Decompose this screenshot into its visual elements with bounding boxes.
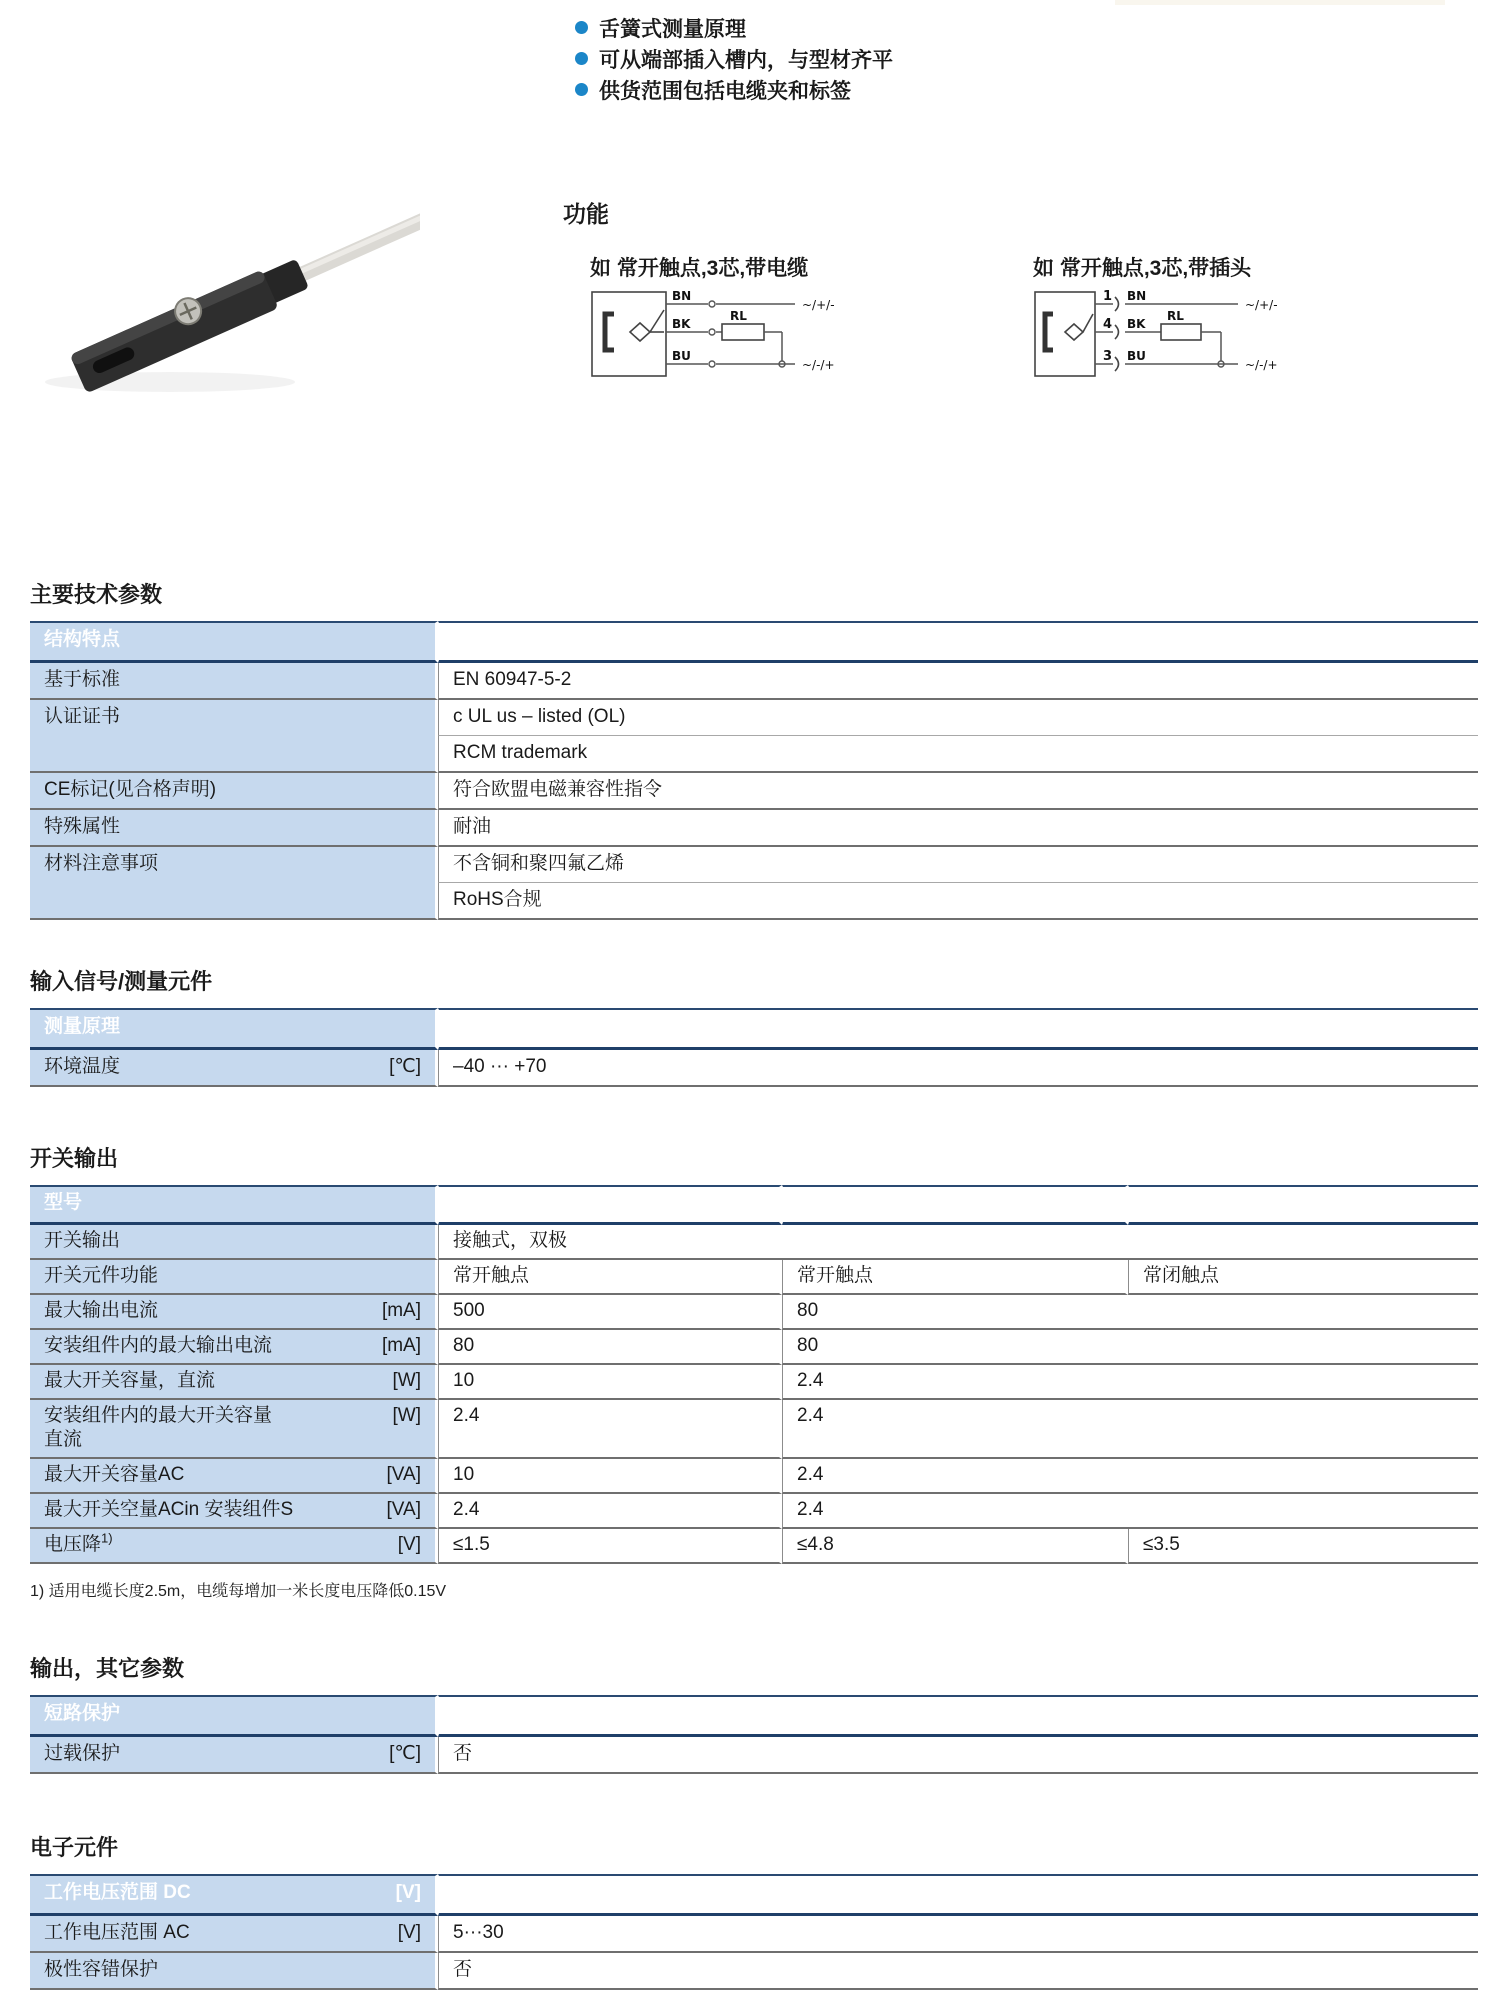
param-value: 10 (453, 1464, 475, 1485)
table-header-row (30, 621, 1478, 663)
section-title-switching: 开关输出 (30, 1146, 119, 1171)
header-value: 否 (453, 1703, 473, 1724)
param-value-cell (438, 1295, 782, 1330)
list-item (575, 12, 893, 43)
switching-table (30, 1185, 1478, 1564)
param-label: 安装组件内的最大输出电流 (44, 1335, 273, 1356)
param-label: 过载保护 (44, 1743, 121, 1764)
param-label-cell (30, 1400, 438, 1459)
param-unit: [W] (392, 1405, 421, 1426)
param-unit: [℃] (389, 1056, 421, 1077)
bullet-text: 供货范围包括电缆夹和标签 (599, 79, 851, 103)
table-row (30, 1459, 1478, 1494)
header-label-cell (30, 621, 438, 663)
param-value: 符合欧盟电磁兼容性指令 (453, 779, 663, 800)
param-value: 耐油 (453, 816, 492, 837)
header-value-cell (438, 1695, 1478, 1737)
param-label: 特殊属性 (44, 816, 121, 837)
param-value: 5···30 (453, 1922, 504, 1943)
section-title-output-other: 输出，其它参数 (30, 1656, 185, 1681)
header-model-cell (782, 1185, 1128, 1225)
list-item (575, 43, 893, 74)
param-label-cell (30, 1260, 438, 1295)
input-signal-table (30, 1008, 1478, 1087)
param-label-cell (30, 1494, 438, 1529)
header-value-cell (438, 621, 1478, 663)
param-value-cell (438, 1260, 782, 1295)
param-value: 2.4 (797, 1499, 824, 1520)
wire-label-bk: BK (672, 317, 691, 331)
top-area (0, 0, 1500, 555)
param-value-cell (438, 883, 1478, 920)
param-label: 认证证书 (44, 706, 121, 727)
param-label: 最大输出电流 (44, 1300, 159, 1321)
wire-label-bn: BN (1127, 289, 1147, 303)
table-row (30, 810, 1478, 847)
param-label: 工作电压范围 AC (44, 1922, 190, 1943)
header-label-cell (30, 1185, 438, 1225)
table-row (30, 773, 1478, 810)
plug-contact-icon (1115, 297, 1119, 311)
param-value: 80 (453, 1335, 475, 1356)
param-unit: [V] (397, 1922, 421, 1943)
param-value: 500 (453, 1300, 485, 1321)
table-header-row (30, 1185, 1478, 1225)
table-row (30, 1295, 1478, 1330)
param-label: 开关输出 (44, 1230, 121, 1251)
param-label-cell (30, 663, 438, 700)
load-resistor (1161, 324, 1201, 340)
param-value-cell (1128, 1529, 1478, 1564)
header-label-cell (30, 1008, 438, 1050)
terminal-dot (709, 329, 715, 335)
header-model-cell (1128, 1185, 1478, 1225)
wire-label-bk: BK (1127, 317, 1146, 331)
main-params-table (30, 621, 1478, 920)
param-value: 2.4 (797, 1370, 824, 1391)
header-value-cell (438, 1874, 1478, 1916)
param-unit: [℃] (389, 1743, 421, 1764)
param-value-cell (438, 663, 1478, 700)
header-label: 型号 (44, 1192, 83, 1213)
param-unit: [W] (392, 1370, 421, 1391)
param-value-cell (438, 1365, 782, 1400)
param-value-cell (438, 736, 1478, 773)
param-value-cell (438, 847, 1478, 883)
param-value-cell (438, 1459, 782, 1494)
magnet-icon (605, 314, 614, 350)
table-row (30, 1494, 1478, 1529)
header-value-cell (438, 1008, 1478, 1050)
param-value: 否 (453, 1959, 473, 1980)
param-value: 2.4 (797, 1464, 824, 1485)
param-label: 最大开关容量AC (44, 1464, 185, 1485)
header-unit: [V] (395, 1882, 421, 1903)
param-value: EN 60947-5-2 (453, 669, 572, 690)
param-label-cell (30, 1916, 438, 1953)
table-row (30, 1916, 1478, 1953)
model-name: SME-8M-DO (1143, 1192, 1252, 1213)
param-unit: [mA] (381, 1335, 421, 1356)
param-label-cell (30, 773, 438, 810)
sensor-cable (292, 136, 420, 284)
param-value: c UL us – listed (OL) (453, 706, 626, 727)
param-value: 10 (453, 1370, 475, 1391)
param-value-cell (438, 1330, 782, 1365)
polarity-top: ~/+/- (802, 298, 835, 312)
header-label-cell (30, 1874, 438, 1916)
resistor-label: RL (730, 309, 747, 323)
param-value: RCM trademark (453, 742, 588, 763)
table-row (30, 847, 1478, 883)
table-row (30, 1225, 1478, 1260)
footnote-marker: 1) (101, 1530, 113, 1546)
table-header-row (30, 1008, 1478, 1050)
bullet-icon (575, 83, 588, 96)
bullet-text: 可从端部插入槽内，与型材齐平 (599, 48, 893, 72)
plug-contact-icon (1115, 357, 1119, 371)
param-value: 不含铜和聚四氟乙烯 (453, 853, 625, 874)
param-value-cell (438, 1050, 1478, 1087)
param-label-cell (30, 847, 438, 920)
param-label-cell (30, 700, 438, 773)
plug-contact-icon (1115, 325, 1119, 339)
param-label-cell (30, 1295, 438, 1330)
param-label-cell (30, 1225, 438, 1260)
bullet-icon (575, 52, 588, 65)
param-value: 80 (797, 1335, 819, 1356)
electronic-table (30, 1874, 1478, 1990)
magnet-icon (1045, 314, 1053, 350)
param-label-cell (30, 810, 438, 847)
param-value-cell (438, 810, 1478, 847)
table-row (30, 1260, 1478, 1295)
circuit-figure-cable (590, 252, 890, 380)
param-value-cell (438, 773, 1478, 810)
param-label: 材料注意事项 (44, 853, 159, 874)
bullet-text: 舌簧式测量原理 (599, 17, 746, 41)
param-label: 安装组件内的最大开关容量 (44, 1405, 273, 1426)
param-label: 最大开关空量ACin 安装组件S (44, 1499, 294, 1520)
table-row (30, 1365, 1478, 1400)
param-value-cell (438, 1494, 782, 1529)
param-value-cell (782, 1295, 1478, 1330)
param-label-cell (30, 1529, 438, 1564)
pin-number-1: 1 (1103, 289, 1113, 304)
wire-label-bn: BN (672, 289, 692, 303)
param-value: 接触式，双极 (453, 1230, 568, 1251)
section-title-main-params: 主要技术参数 (30, 582, 163, 607)
param-label-cell (30, 1737, 438, 1774)
bullet-icon (575, 21, 588, 34)
table-row (30, 663, 1478, 700)
terminal-dot (709, 301, 715, 307)
param-value: 2.4 (453, 1405, 480, 1426)
header-label: 结构特点 (44, 629, 121, 650)
param-label-cell (30, 1050, 438, 1087)
list-item (575, 74, 893, 105)
pin-number-3: 3 (1103, 349, 1113, 364)
param-label-line2: 直流 (44, 1429, 83, 1450)
section-title-input-signal: 输入信号/测量元件 (30, 969, 213, 994)
param-label: 环境温度 (44, 1056, 121, 1077)
model-name: SME-8M-ZS (797, 1192, 902, 1213)
function-section (563, 196, 1278, 372)
table-header-row (30, 1695, 1478, 1737)
param-value: –40 ··· +70 (453, 1056, 547, 1077)
param-value-cell (438, 1225, 1478, 1260)
model-name: SME-8M-DS (453, 1192, 560, 1213)
switch-lever (1083, 314, 1093, 332)
param-value: ≤1.5 (453, 1534, 490, 1555)
table-row (30, 1953, 1478, 1990)
param-label: 开关元件功能 (44, 1265, 159, 1286)
param-label-cell (30, 1365, 438, 1400)
load-resistor (722, 324, 764, 340)
param-value-cell (438, 1529, 782, 1564)
table-footnote: 1) 适用电缆长度2.5m，电缆每增加一米长度电压降低0.15V (30, 1583, 447, 1600)
header-value: 用于T型槽 (453, 629, 541, 650)
header-label: 工作电压范围 DC (44, 1882, 191, 1903)
param-value-cell (782, 1494, 1478, 1529)
param-unit: [mA] (381, 1300, 421, 1321)
param-label-cell (30, 1330, 438, 1365)
terminal-dot (709, 361, 715, 367)
param-value-cell (438, 1400, 782, 1459)
header-value: 5···30 (453, 1882, 504, 1903)
param-label: 最大开关容量，直流 (44, 1370, 216, 1391)
product-photo-sensor (20, 130, 420, 410)
param-value-cell (438, 1953, 1478, 1990)
param-value: 80 (797, 1300, 819, 1321)
param-value: 常开触点 (797, 1265, 874, 1286)
polarity-bottom: ~/-/+ (1245, 358, 1278, 372)
param-value: 2.4 (453, 1499, 480, 1520)
table-row (30, 1330, 1478, 1365)
table-row (30, 1737, 1478, 1774)
param-unit: [VA] (386, 1499, 421, 1520)
param-value-cell (782, 1529, 1128, 1564)
param-value-cell (438, 1737, 1478, 1774)
function-title: 功能 (563, 201, 609, 227)
param-value-cell (438, 700, 1478, 736)
table-row (30, 1529, 1478, 1564)
feature-bullet-list (575, 12, 893, 105)
header-label: 短路保护 (44, 1703, 121, 1724)
param-value-cell (782, 1400, 1478, 1459)
param-value-cell (782, 1260, 1128, 1295)
param-label-cell (30, 1459, 438, 1494)
param-label: 基于标准 (44, 669, 121, 690)
header-label: 测量原理 (44, 1016, 121, 1037)
table-header-row (30, 1874, 1478, 1916)
figure-caption: 如 常开触点,3芯,带插头 (1033, 257, 1252, 280)
param-value-cell (782, 1365, 1478, 1400)
section-title-electronic: 电子元件 (30, 1835, 119, 1860)
param-value-cell (782, 1459, 1478, 1494)
resistor-label: RL (1167, 309, 1184, 323)
reed-contact-icon (1065, 324, 1083, 340)
output-other-table (30, 1695, 1478, 1774)
pin-number-4: 4 (1103, 317, 1113, 332)
circuit-figure-plug (1033, 252, 1353, 380)
param-value: ≤4.8 (797, 1534, 834, 1555)
header-model-cell (438, 1185, 782, 1225)
param-unit: [VA] (386, 1464, 421, 1485)
param-label: CE标记(见合格声明) (44, 779, 217, 800)
wire-label-bu: BU (1127, 349, 1146, 363)
param-value: 否 (453, 1743, 473, 1764)
header-value: 舌簧式 (453, 1016, 511, 1037)
switch-lever (650, 310, 664, 332)
table-row (30, 700, 1478, 736)
circuit-diagram-cable (590, 288, 890, 380)
table-row (30, 1050, 1478, 1087)
wire-label-bu: BU (672, 349, 691, 363)
param-value-cell (1128, 1260, 1478, 1295)
figure-caption: 如 常开触点,3芯,带电缆 (590, 257, 809, 280)
param-value: ≤3.5 (1143, 1534, 1180, 1555)
param-unit: [V] (397, 1534, 421, 1555)
param-label: 极性容错保护 (44, 1959, 159, 1980)
param-value: RoHS合规 (453, 889, 542, 910)
param-value-cell (438, 1916, 1478, 1953)
header-label-cell (30, 1695, 438, 1737)
polarity-top: ~/+/- (1245, 298, 1278, 312)
circuit-diagram-plug (1033, 288, 1353, 380)
param-value: 常开触点 (453, 1265, 530, 1286)
param-label: 电压降 (44, 1534, 102, 1555)
param-value: 2.4 (797, 1405, 824, 1426)
param-value: 常闭触点 (1143, 1265, 1220, 1286)
polarity-bottom: ~/-/+ (802, 358, 835, 372)
param-value-cell (782, 1330, 1478, 1365)
reed-contact-icon (630, 323, 650, 341)
table-row (30, 1400, 1478, 1459)
param-label-cell (30, 1953, 438, 1990)
